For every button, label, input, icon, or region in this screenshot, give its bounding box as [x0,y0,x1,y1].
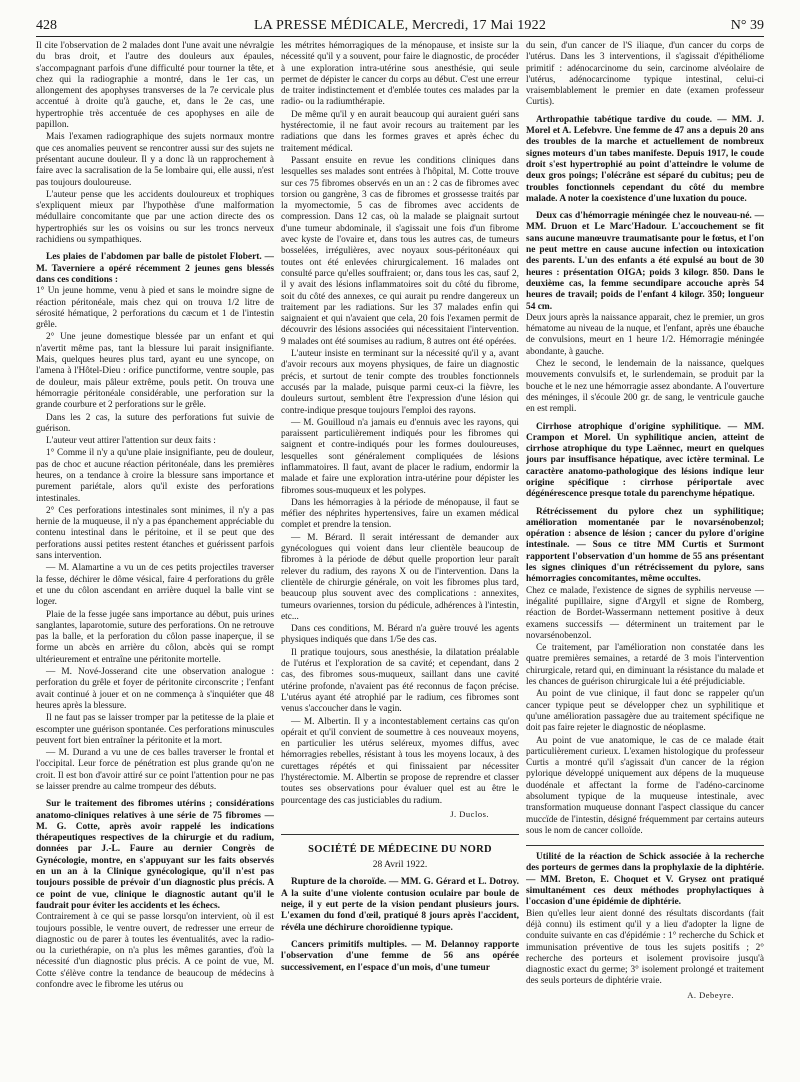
section-title: SOCIÉTÉ DE MÉDECINE DU NORD [281,834,519,856]
journal-title: LA PRESSE MÉDICALE, Mercredi, 17 Mai 1922 [253,18,547,33]
paragraph: Passant ensuite en revue les conditions cliniques dans lesquelles ses malades sont entrées à l'hôpital, M. Cotte trouve sur ces 75 fibromes observés en un an : 2 cas de fibromes avec torsion ou gangrène, 3 cas de fibromes et grossesse traités par la myomectomie, 5 cas de fibromes avec accidents de compression. Dans 12 cas, où la malade se plaignait surtout d'une tumeur abdominale, il s'agissait une fois d'un fibrome avec kyste de l'ovaire et, dans tous les autres cas, de tumeurs bosselées, irrégulières, avec noyaux sous-péritonéaux qui toutes ont été enlevées chirurgicalement. 16 malades ont consulté parce qu'elles souffraient; or, dans tous les cas, sauf 2, il y avait des lésions inflammatoires soit du côté du fibrome, soit du côté des annexes, ce qui aurait pu rendre dangereux un traitement par les radiations. Sur les 37 malades enfin qui saignaient et qui n'avaient que cela, 20 fois l'examen permit de découvrir des lésions associées qui nécessitaient l'intervention. 9 malades ont été soumises au radium, 8 autres ont été opérées. [281,155,519,347]
author-signature: J. Duclos. [450,808,489,819]
article-heading: Arthropathie tabétique tardive du coude. — MM. J. Morel et A. Lefebvre. Une femme de 47 ans a depuis 20 ans des troubles de la marche et actuellement de nombreux signes moteurs d'un tabes manifeste. Depuis 1917, le coude droit s'est hypertrophié au point d'atteindre le volume de deux gros poings; l'olécrâne est séparé du cubitus; peu de troubles fonctionnels cependant du côté du membre malade. A noter la coexistence d'une luxation du pouce. [526,114,764,204]
paragraph: L'auteur insiste en terminant sur la nécessité qu'il y a, avant d'avoir recours aux moyens physiques, de faire un diagnostic précis, et surtout de tenir compte des troubles fonctionnels accusés par la malade, puisque parmi ceux-ci la fièvre, les douleurs surtout, semblent être l'expression d'une lésion qui contre-indique presque toujours l'emploi des rayons. [281,349,519,416]
paragraph: — M. Durand a vu une de ces balles traverser le frontal et l'occipital. Leur force de pénétration est plus grande qu'on ne croit. Il est bon d'avoir attiré sur ce point l'attention pour ne pas se laisser prendre au calme trompeur des débuts. [36,748,274,792]
paragraph: — M. Bérard. Il serait intéressant de demander aux gynécologues qui voient dans leur clientèle beaucoup de fibromes à la période de début quelle proportion leur paraît relever du radium, des rayons X ou de l'intervention. Dans la clientèle de chirurgie générale, on voit les fibromes plus tard, beaucoup plus souvent avec des complications : annexites, tumeurs ovariennes, torsion du pédicule, adhérences à l'intestin, etc... [281,532,519,622]
article-columns [36,41,764,1071]
paragraph: — M. Albertin. Il y a incontestablement certains cas qu'on opérait et qu'il convient de soumettre à ces nouveaux moyens, en particulier les utérus seléreux, myomes diffus, avec hémorragies rebelles, résistant à tous les moyens locaux, à des curettages répétés et qui finissaient par nécessiter l'hystérectomie. M. Albertin se propose de reprendre et classer toutes ses observations pour évaluer quel est au être le pourcentage des cas justiciables du radium. [281,716,519,806]
page-number: 428 [36,18,57,33]
paragraph: Ce traitement, par l'amélioration non constatée dans les quatre premières semaines, a retardé de 3 mois l'intervention chirurgicale, retard qui, en diminuant la résistance du malade et les chances de guérison chirurgicale lui a été préjudiciable. [526,643,764,688]
paragraph: De même qu'il y en aurait beaucoup qui auraient guéri sans hystérectomie, il ne faut avoir recours au traitement par les radiations que dans les formes graves et après échec du traitement médical. [281,109,519,154]
paragraph: Il ne faut pas se laisser tromper par la petitesse de la plaie et escompter une guérison spontanée. Ces perforations minuscules peuvent fort bien entraîner la péritonite et la mort. [36,713,274,746]
article-heading: Sur le traitement des fibromes utérins ; considérations anatomo-cliniques relatives à une série de 75 fibromes — M. G. Cotte, après avoir rappelé les indications thérapeutiques respectives de la chirurgie et du radium, données par J.-L. Faure au dernier Congrès de Gynécologie, montre, en s'appuyant sur les faits observés en un an à la Clinique gynécologique, qu'il n'est pas toujours possible de prévoir d'un diagnostic plus précis. A ce point de vue, clinique le diagnostic autant qu'il le faudrait pour éviter les accidents et les échecs. [36,799,274,911]
paragraph: — M. Alamartine a vu un de ces petits projectiles traverser la fesse, déchirer le dôme vésical, faire 4 perforations du grêle et une du côlon ascendant en arrière duquel la balle vint se loger. [36,563,274,608]
paragraph: — M. Gouilloud n'a jamais eu d'ennuis avec les rayons, qui paraissent particulièrement indiqués pour les fibromes qui saignent et contre-indiqués pour les formes douloureuses, lesquelles sont généralement compliquées de lésions inflammatoires. Il faut, avant de placer le radium, endormir la malade et faire une exploration intra-utérine pour dépister les fibromes sous-muqueux et les polypes. [281,417,519,496]
column-divider [526,845,764,846]
paragraph: Chez le second, le lendemain de la naissance, quelques mouvements convulsifs et, le surlendemain, se produit par la bouche et le nez une hémorragie assez abondante. A l'ouverture des méninges, il s'écoule 200 gr. de sang, le ventricule gauche en est rempli. [526,359,764,415]
paragraph: du sein, d'un cancer de l'S iliaque, d'un cancer du corps de l'utérus. Dans les 3 interventions, il s'agissait d'épithéliome primitif : adénocarcinome du sein, carcinome alvéolaire de l'utérus, adénocarcinome typique intestinal, celui-ci vraisemblablement le premier en date (examen professeur Curtis). [526,41,764,108]
paragraph: L'auteur veut attirer l'attention sur deux faits : [46,436,216,447]
paragraph: 1° Comme il n'y a qu'une plaie insignifiante, peu de douleur, pas de choc et aucune réaction péritonéale, dans les premières heures, on a tendance à croire la blessure sans importance et purement pariétale, alors qu'il existe des perforations intestinales. [36,448,274,504]
paragraph: L'auteur pense que les accidents douloureux et trophiques s'expliquent mieux par l'hypothèse d'une malformation médullaire concomitante que par une action directe des os hypertrophiés sur les os voisins ou sur les troncs nerveux rachidiens ou sympathiques. [36,189,274,246]
column-3 [526,41,764,1071]
paragraph: Il cite l'observation de 2 malades dont l'une avait une névralgie du bras droit, et l'autre des douleurs aux épaules, s'accompagnant parfois d'une difficulté pour tourner la tête, et chez qui la radiographie a montré, dans le 1er cas, un allongement des apophyses transverses de la 7e cervicale plus accentué à droite qu'à gauche, et, dans le 2e cas, une hypertrophie très accentuée de ces apophyses en aile de papillon. [36,41,274,131]
issue-number: N° 39 [730,18,764,33]
article-heading: Cancers primitifs multiples. — M. Delannoy rapporte l'observation d'une femme de 56 ans opérée successivement, en l'espace d'un mois, d'une tumeur [281,939,519,973]
article-heading: Cirrhose atrophique d'origine syphilitique. — MM. Crampon et Morel. Un syphilitique ancien, atteint de cirrhose atrophique du type Laënnec, meurt en quelques jours par insuffisance hépatique, avec ictère terminal. Le caractère anatomo-pathologique des lésions indique leur origine spécifique : cirrhose périportale avec dégénérescence presque totale du parenchyme hépatique. [526,421,764,500]
article-heading: Les plaies de l'abdomen par balle de pistolet Flobert. — M. Taverniere a opéré récemment 2 jeunes gens blessés dans ces conditions : [36,252,274,285]
page-header [36,18,764,34]
column-1 [36,41,274,1071]
paragraph: 1° Un jeune homme, venu à pied et sans le moindre signe de réaction péritonéale, mais chez qui on trouva 1/2 litre de sérosité hématique, 2 perforations du cæcum et 1 de l'intestin grêle. [36,286,274,331]
paragraph: Mais l'examen radiographique des sujets normaux montre que ces anomalies peuvent se rencontrer aussi sur des sujets ne présentant aucune douleur. Il y a donc là un rapprochement à faire avec la sacralisation de la 5e lombaire qui, elle aussi, n'est pas toujours douloureuse. [36,132,274,188]
paragraph: — M. Nové-Josserand cite une observation analogue : perforation du grêle et foyer de péritonite circonscrite ; l'enfant avait continué à jouer et on ne commença à s'inquiéter que 48 heures après la blessure. [36,667,274,711]
article-heading: Rétrécissement du pylore chez un syphilitique; amélioration momentanée par le novarsénobenzol; opération : absence de lésion ; cancer du pylore d'origine intestinale. — Sous ce titre MM Curtis et Surmont rapportent l'observation d'un homme de 55 ans présentant les signes cliniques d'un rétrécissement du pylore, sans hémorragies concomitantes, même occultes. [526,506,764,585]
paragraph: Dans ces conditions, M. Bérard n'a guère trouvé les agents physiques indiqués que dans 1/5e des cas. [281,624,519,646]
article-heading: Deux cas d'hémorragie méningée chez le nouveau-né. — MM. Druon et Le Marc'Hadour. L'accouchement se fit sans aucune manœuvre traumatisante pour le fœtus, et l'on ne peut mettre en cause aucune infection ou intoxication des parents. L'un des enfants a été expulsé au bout de 30 heures : présentation OIGA; poids 3 kilogr. 850. Dans le deuxième cas, la femme secundipare accouche après 54 heures de travail; poids de l'enfant 4 kilogr. 350; longueur 54 cm. [526,211,764,312]
paragraph: Deux jours après la naissance apparait, chez le premier, un gros hématome au niveau de la nuque, et l'enfant, après une ébauche de convulsions, meurt en 1 heure 1/2. Hémorragie méningée abondante, à gauche. [526,312,764,357]
paragraph: Bien qu'elles leur aient donné des résultats discordants (fait déjà connu) ils estiment qu'il y a lieu d'adopter la ligne de conduite suivante en cas d'épidémie : 1° recherche du Schick et immunisation préventive de tous les sujets positifs ; 2° recherche des porteurs et isolement provisoire jusqu'à diagnostic exact du germe; 3° isolement prolongé et traitement des seuls porteurs de diphtérie vraie. [526,908,764,987]
paragraph: Dans les hémorragies à la période de ménopause, il faut se méfier des néphrites hypertensives, faire un examen médical complet et prendre la tension. [281,497,519,531]
paragraph: Contrairement à ce qui se passe lorsqu'on intervient, où il est toujours possible, le ventre ouvert, de redresser une erreur de diagnostic ou de parer à toutes les éventualités, avec la radio- ou la curiethérapie, on n'a plus les mêmes garanties, d'où la nécessité d'un diagnostic plus précis. A ce point de vue, M. Cotte s'élève contre la tendance de beaucoup de médecins à confondre avec le fibrome les utérus ou [36,912,274,991]
paragraph: Chez ce malade, l'existence de signes de syphilis nerveuse — inégalité pupillaire, signe d'Argyll et signe de Romberg, réaction de Bordet-Wassermann nettement positive à deux examens successifs — déterminent un traitement par le novarsénobenzol. [526,585,764,641]
paragraph: Il pratique toujours, sous anesthésie, la dilatation préalable de l'utérus et l'exploration de sa cavité; et cependant, dans 2 cas, des fibromes sous-muqueux, saillant dans une cavité utérine profonde, n'avaient pas été reconnus de façon précise. L'utérus ayant été atrophié par le radium, ces fibromes sont venus s'accoucher dans le vagin. [281,647,519,715]
column-2 [281,41,519,1071]
paragraph: 2° Ces perforations intestinales sont minimes, il n'y a pas hernie de la muqueuse, il n'y a pas épanchement appréciable du contenu intestinal dans le péritoine, et il se peut que des perforations aussi petites restent étanches et guérissent parfois sans intervention. [36,505,274,562]
section-date: 28 Avril 1922. [372,860,428,871]
paragraph: Au point de vue clinique, il faut donc se rappeler qu'un cancer typique peut se développer chez un syphilitique et qu'une amélioration passagère due au traitement spécifique ne doit pas faire rejeter le diagnostic de néoplasme. [526,689,764,734]
paragraph: Plaie de la fesse jugée sans importance au début, puis urines sanglantes, laparotomie, suture des perforations. On ne retrouve pas la balle, et la perforation du côlon passe inaperçue, il se forme un abcès en arrière du côlon, abcès qui se rompt ultérieurement et entraîne une péritonite mortelle. [36,609,274,665]
article-heading: Utilité de la réaction de Schick associée à la recherche des porteurs de germes dans la prophylaxie de la diphtérie. — MM. Breton, E. Choquet et V. Grysez ont pratiqué simultanément ces deux méthodes prophylactiques à l'occasion d'une épidémie de diphtérie. [526,852,764,908]
header-rule [36,36,764,37]
article-heading: Rupture de la choroïde. — MM. G. Gérard et L. Dotroy. A la suite d'une violente contusion oculaire par boule de neige, il y eut perte de la vision pendant plusieurs jours. L'examen du fond d'œil, pratiqué 8 jours après l'accident, révéla une déchirure choroïdienne typique. [281,877,519,933]
paragraph: les métrites hémorragiques de la ménopause, et insiste sur la nécessité qu'il y a souvent, pour faire le diagnostic, de procéder à une exploration intra-utérine sous anesthésie, qui seule permet de dépister le cancer du corps au début. C'est une erreur de traiter indistinctement et d'emblée toutes ces malades par la radio- ou la radiumthérapie. [281,41,519,108]
paragraph: Au point de vue anatomique, le cas de ce malade était particulièrement curieux. L'examen histologique du professeur Curtis a montré qu'il s'agissait d'un cancer de la région pylorique développé uniquement aux dépens de la muqueuse duodénale et affectant la forme de l'adéno-carcinome absolument typique de la muqueuse intestinale, avec transformation muqueuse donnant l'aspect classique du cancer muccïde de l'intestin, désigné fréquemment par certains auteurs sous le nom de cancer colloïde. [526,735,764,836]
paragraph: Dans les 2 cas, la suture des perforations fut suivie de guérison. [36,412,274,434]
author-signature: A. Debeyre. [687,989,734,1000]
paragraph: 2° Une jeune domestique blessée par un enfant et qui n'avertit même pas, tant la blessure lui parait insignifiante. Mais, quelques heures plus tard, ayant eu une syncope, on l'amena à l'Hôtel-Dieu : orifice punctiforme, ventre souple, pas de douleur, mais pâleur extrême, pouls petit. On trouva une hémorragie péritonéale considérable, une perforation sur la grande courbure et 2 perforations sur le grêle. [36,332,274,411]
